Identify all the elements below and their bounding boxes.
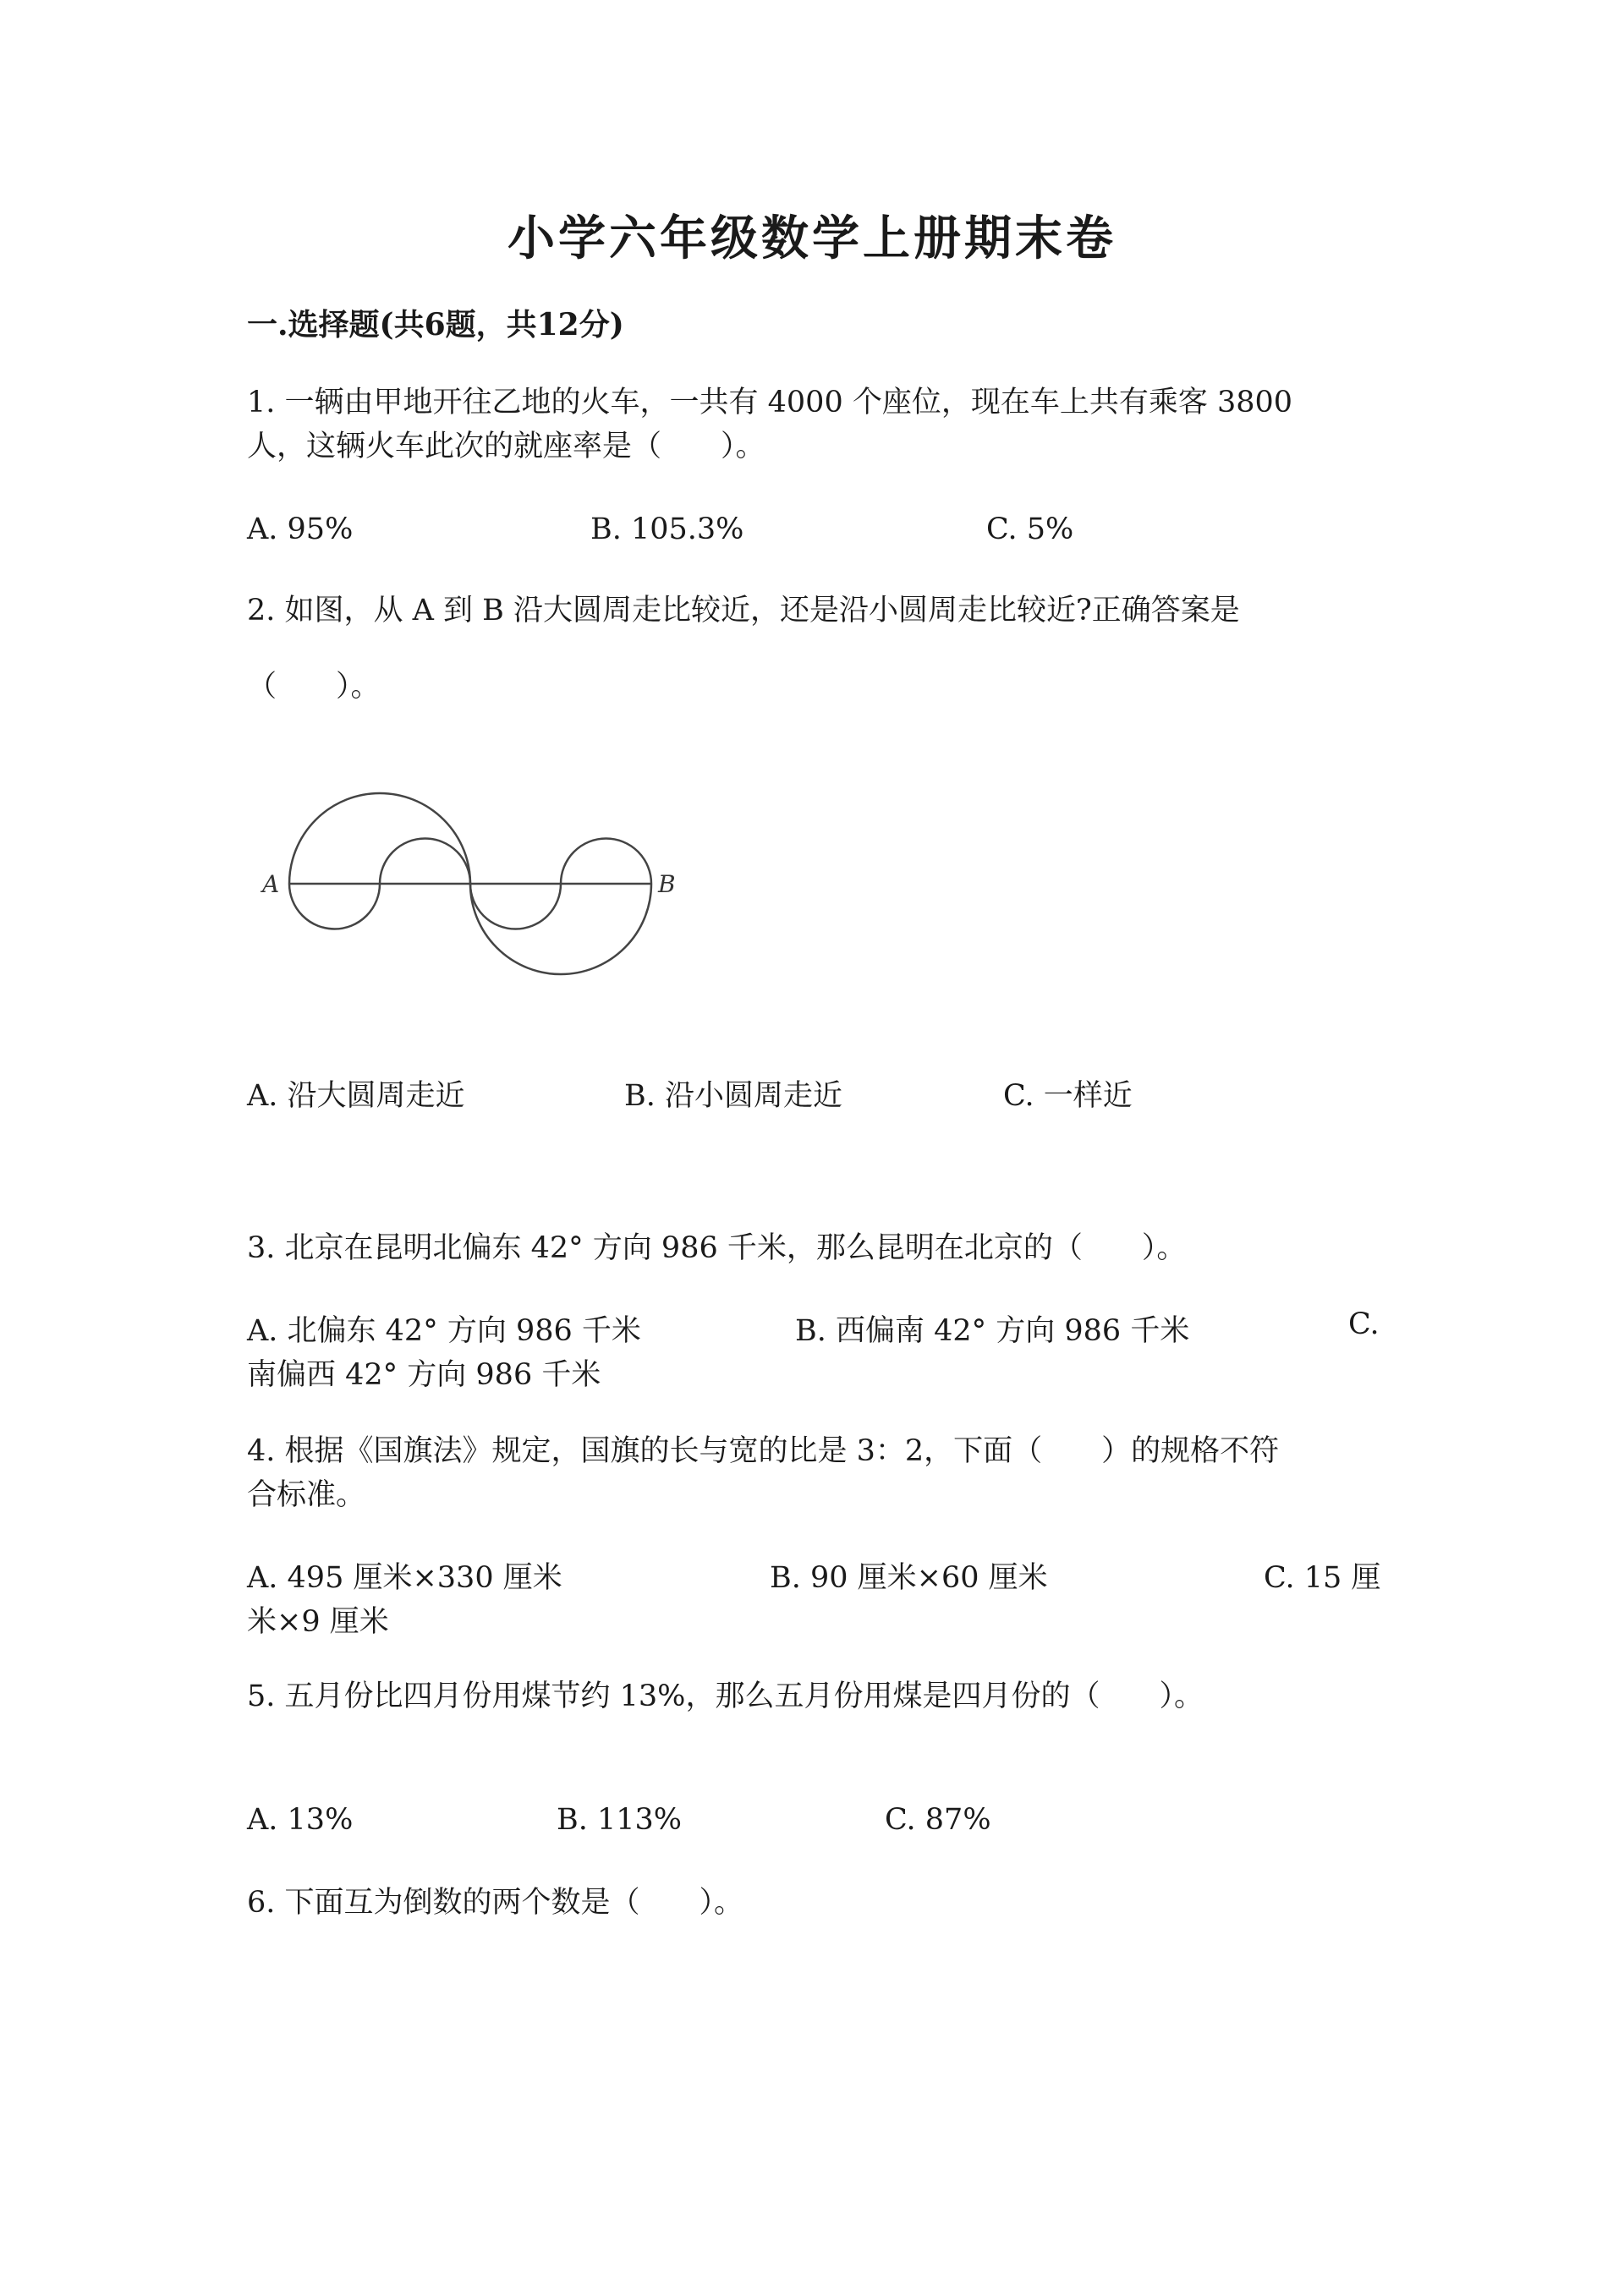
label-a: A [262, 870, 280, 898]
large-arc-upper [289, 793, 470, 884]
question-3-option-b: B. 西偏南 42° 方向 986 千米 [795, 1314, 1190, 1348]
question-4-option-b: B. 90 厘米×60 厘米 [770, 1561, 1048, 1595]
question-1-line-1: 1. 一辆由甲地开往乙地的火车，一共有 4000 个座位，现在车上共有乘客 3800 [247, 386, 1293, 419]
small-arc-1 [289, 884, 380, 929]
question-3-option-c-continued: 南偏西 42° 方向 986 千米 [247, 1358, 601, 1392]
question-6-line-1: 6. 下面互为倒数的两个数是（ ）。 [247, 1886, 744, 1920]
question-3-option-a: A. 北偏东 42° 方向 986 千米 [247, 1314, 641, 1348]
question-1-option-a: A. 95% [247, 512, 354, 546]
question-3-option-c: C. [1348, 1307, 1380, 1341]
question-1-option-c: C. 5% [986, 512, 1074, 546]
small-arc-3 [470, 884, 561, 929]
small-arc-2 [380, 839, 470, 885]
label-b: B [658, 870, 676, 898]
question-1-option-b: B. 105.3% [590, 512, 744, 546]
small-arc-4 [561, 839, 651, 885]
question-3-line-1: 3. 北京在昆明北偏东 42° 方向 986 千米，那么昆明在北京的（ ）。 [247, 1231, 1187, 1265]
question-2-option-b: B. 沿小圆周走近 [624, 1079, 842, 1113]
page-title: 小学六年级数学上册期末卷 [508, 211, 1116, 266]
question-4-line-2: 合标准。 [247, 1478, 366, 1512]
question-2-option-a: A. 沿大圆周走近 [247, 1079, 465, 1113]
question-2-line-2: （ ）。 [247, 670, 381, 704]
large-arc-lower [470, 884, 651, 974]
question-1-line-2: 人，这辆火车此次的就座率是（ ）。 [247, 430, 765, 463]
question-4-option-c-continued: 米×9 厘米 [247, 1605, 389, 1639]
question-4-option-a: A. 495 厘米×330 厘米 [247, 1561, 562, 1595]
question-5-option-b: B. 113% [557, 1803, 683, 1837]
circles-path-figure [254, 778, 694, 981]
question-2-line-1: 2. 如图，从 A 到 B 沿大圆周走比较近，还是沿小圆周走比较近?正确答案是 [247, 594, 1240, 627]
question-2-option-c: C. 一样近 [1003, 1079, 1133, 1113]
question-4-option-c: C. 15 厘 [1264, 1561, 1381, 1595]
question-5-option-a: A. 13% [247, 1803, 354, 1837]
section-heading: 一.选择题(共6题，共12分) [247, 307, 624, 342]
question-4-line-1: 4. 根据《国旗法》规定，国旗的长与宽的比是 3：2，下面（ ）的规格不符 [247, 1434, 1280, 1468]
question-5-option-c: C. 87% [885, 1803, 991, 1837]
question-5-line-1: 5. 五月份比四月份用煤节约 13%，那么五月份用煤是四月份的（ ）。 [247, 1680, 1204, 1713]
